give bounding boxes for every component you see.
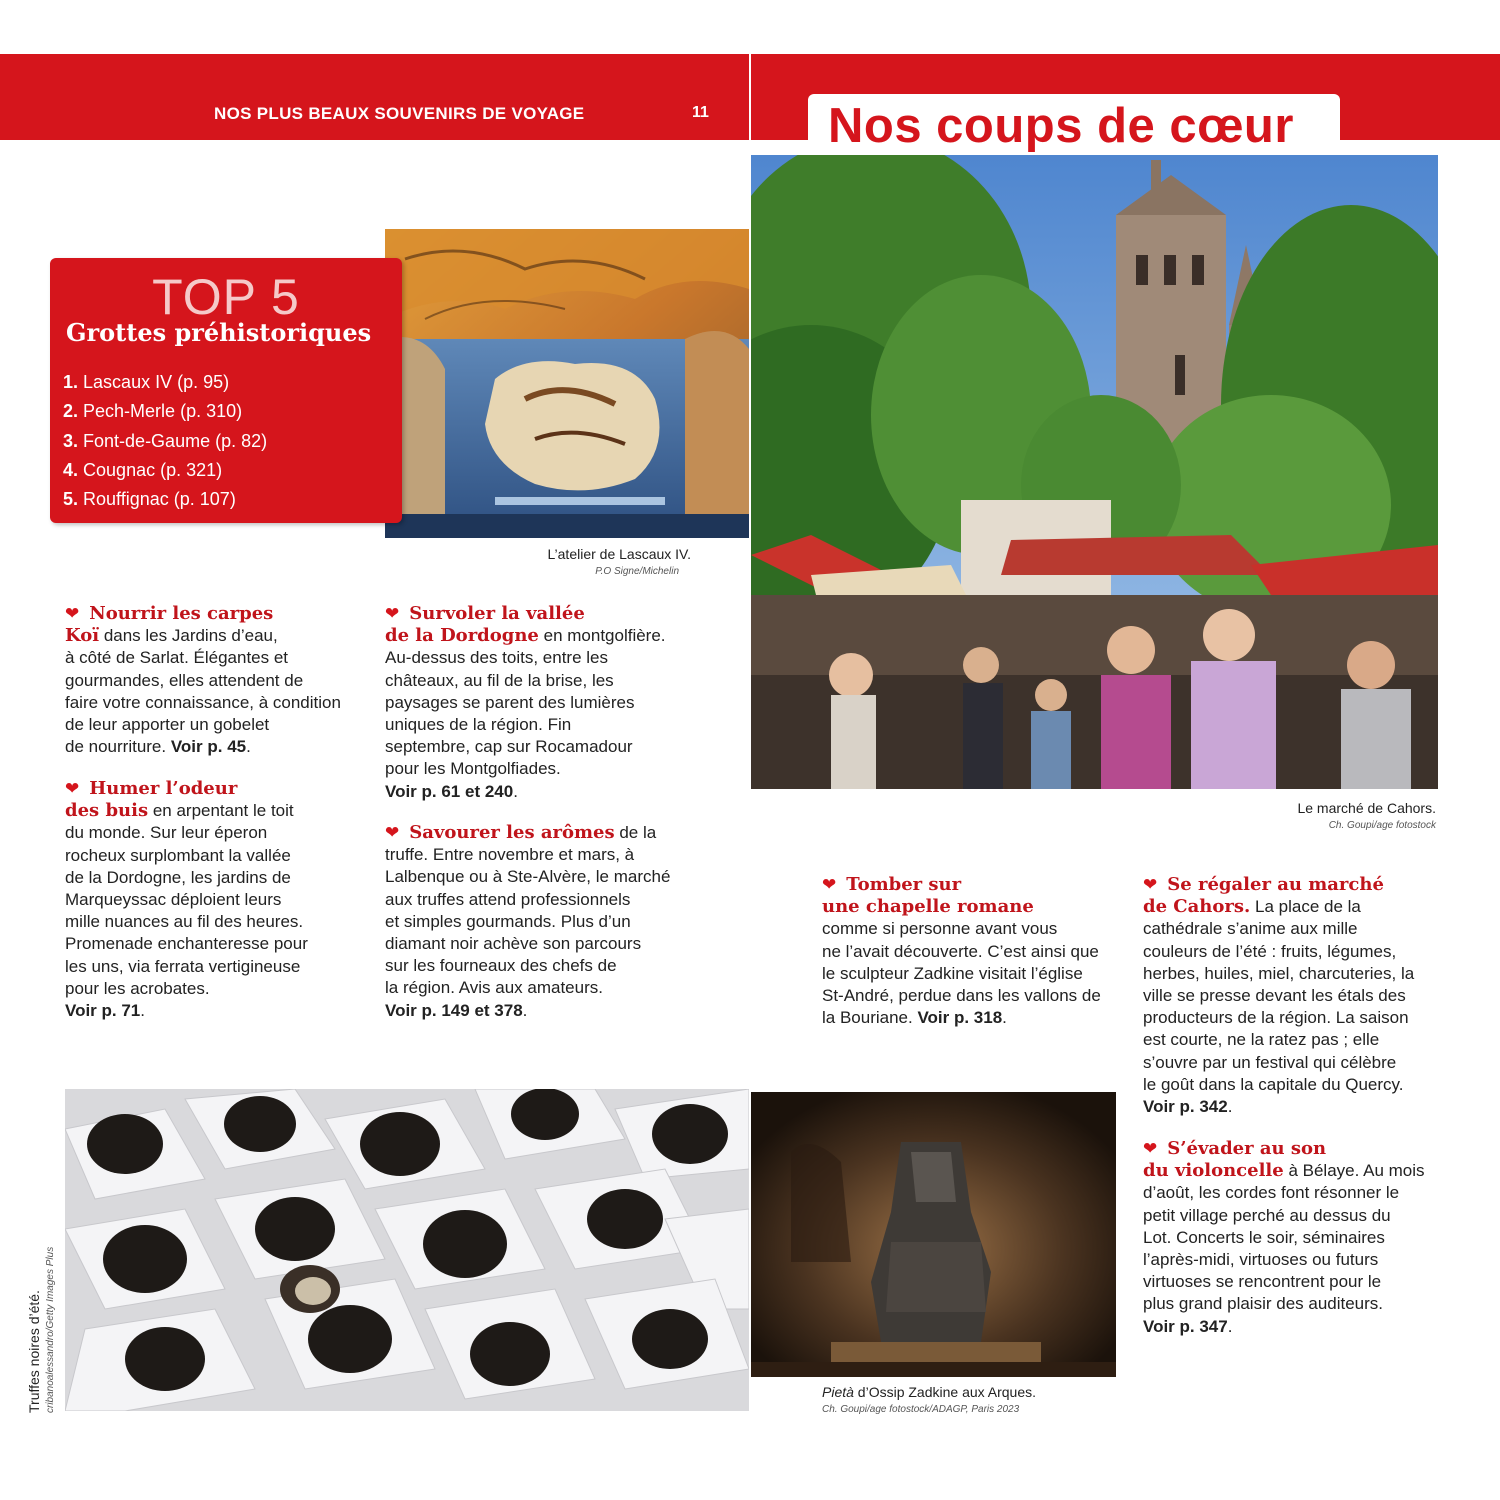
- heart-icon: ❤: [385, 604, 400, 623]
- entry-survoler: ❤ Survoler la vallée de la Dordogne en montgolfière. Au-dessus des toits, entre les châteaux, au fil de la brise, les paysages se parent des lumières uniques de la région. Fin septembre, cap sur Rocamadour pour les Montgolfiades. Voir p. 61 et 240.: [385, 603, 666, 801]
- page-number: 11: [692, 104, 709, 121]
- entry-aromes: ❤ Savourer les arômes de la truffe. Entre novembre et mars, à Lalbenque ou à Ste-Alvère, le marché aux truffes attend professionnels et simples gourmands. Plus d’un diamant noir achève son parcours sur les fourneaux des chefs de la région. Avis aux amateurs. Voir p. 149 et 378.: [385, 822, 671, 1020]
- entry-carpes: ❤ Nourrir les carpes Koï dans les Jardins d’eau, à côté de Sarlat. Élégantes et gourmandes, elles attendent de faire votre connaissance, à condition de leur apporter un gobelet de nourriture. Voir p. 45.: [65, 603, 341, 757]
- entry-marche: ❤ Se régaler au marché de Cahors. La place de la cathédrale s’anime aux mille couleurs de l’été : fruits, légumes, herbes, huiles, miel, charcuteries, la ville se presse devant les étals des producteurs de la région. La saison est courte, ne la ratez pas ; elle s’ouvre par un festival qui célèbre le goût dans la capitale du Quercy. Voir p. 342.: [1143, 874, 1415, 1117]
- top5-title: TOP 5: [152, 269, 300, 325]
- top5-item: 1. Lascaux IV (p. 95): [63, 372, 230, 392]
- pieta-photo: [751, 1092, 1116, 1377]
- heart-icon: ❤: [385, 823, 400, 842]
- truffes-credit: cribanoalessandro/Getty Images Plus: [45, 1246, 56, 1413]
- lascaux-caption: L’atelier de Lascaux IV.: [547, 546, 691, 562]
- page-title: Nos coups de cœur: [828, 99, 1294, 153]
- page-gutter: [749, 54, 751, 140]
- pieta-caption: Pietà d’Ossip Zadkine aux Arques.: [822, 1384, 1037, 1400]
- heart-icon: ❤: [822, 875, 837, 894]
- truffes-photo: [65, 1089, 749, 1411]
- cahors-caption: Le marché de Cahors.: [1297, 800, 1436, 816]
- top5-subtitle: Grottes préhistoriques: [66, 318, 372, 347]
- heart-icon: ❤: [1143, 875, 1158, 894]
- heart-icon: ❤: [65, 604, 80, 623]
- pieta-credit: Ch. Goupi/age fotostock/ADAGP, Paris 2023: [822, 1404, 1020, 1415]
- top5-item: 3. Font-de-Gaume (p. 82): [63, 430, 268, 451]
- cahors-credit: Ch. Goupi/age fotostock: [1328, 820, 1436, 831]
- heart-icon: ❤: [1143, 1139, 1158, 1158]
- top5-item: 5. Rouffignac (p. 107): [63, 489, 236, 510]
- heart-icon: ❤: [65, 779, 80, 798]
- top5-item: 4. Cougnac (p. 321): [63, 459, 223, 480]
- entry-violoncelle: ❤ S’évader au son du violoncelle à Bélaye. Au mois d’août, les cordes font résonner le petit village perché au dessus du Lot. Concerts le soir, séminaires l’après-midi, virtuoses ou futurs virtuoses se rencontrent pour le plus grand plaisir des auditeurs. Voir p. 347.: [1143, 1138, 1425, 1336]
- running-head: NOS PLUS BEAUX SOUVENIRS DE VOYAGE: [214, 104, 585, 123]
- entry-buis: ❤ Humer l’odeur des buis en arpentant le toit du monde. Sur leur éperon rocheux surplombant la vallée de la Dordogne, les jardins de Marqueyssac déploient leurs mille nuances au fil des heures. Promenade enchanteresse pour les uns, via ferrata vertigineuse pour les acrobates. Voir p. 71.: [65, 778, 308, 1021]
- cahors-photo: [751, 155, 1438, 789]
- truffes-caption: Truffes noires d’été.: [26, 1290, 42, 1413]
- top5-item: 2. Pech-Merle (p. 310): [63, 401, 243, 422]
- top5-list: [63, 372, 267, 518]
- lascaux-credit: P.O Signe/Michelin: [595, 566, 679, 577]
- entry-chapelle: ❤ Tomber sur une chapelle romane comme si personne avant vous ne l’avait découverte. C’est ainsi que le sculpteur Zadkine visitait l’église St-André, perdue dans les vallons de la Bouriane. Voir p. 318.: [822, 874, 1101, 1028]
